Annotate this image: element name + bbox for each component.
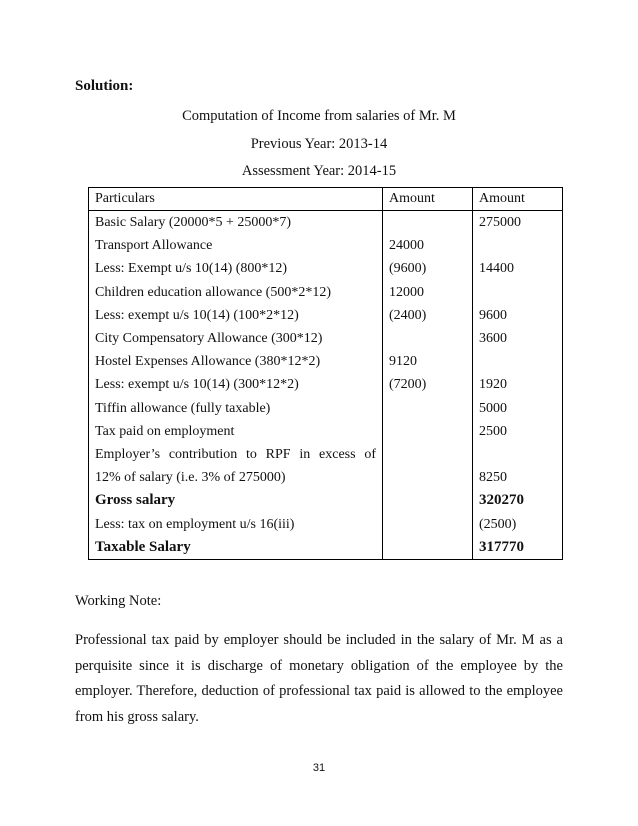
row-amount-1 (382, 211, 472, 235)
table-row (89, 397, 563, 420)
taxable-salary-label: Taxable Salary (89, 536, 383, 560)
table-row (89, 373, 563, 396)
salary-computation-table (88, 187, 563, 560)
working-note-paragraph: Professional tax paid by employer should be included in the salary of Mr. M as a perquisite since it is discharge of monetary obligation of the employee by the employer. Therefore, deduction of professional tax paid is allowed to the employee from his gross salary. (75, 632, 563, 725)
row-amount-1 (382, 443, 472, 466)
row-amount-1: 24000 (382, 234, 472, 257)
row-particular: Hostel Expenses Allowance (380*12*2) (89, 350, 383, 373)
row-amount-1: 9120 (382, 350, 472, 373)
table-row (89, 304, 563, 327)
row-amount-1: (7200) (382, 373, 472, 396)
row-particular: Transport Allowance (89, 234, 383, 257)
taxable-salary-row (89, 536, 563, 560)
row-particular: City Compensatory Allowance (300*12) (89, 327, 383, 350)
row-amount-2 (472, 281, 562, 304)
row-particular: Less: exempt u/s 10(14) (300*12*2) (89, 373, 383, 396)
row-amount-2 (472, 350, 562, 373)
row-amount-2: 275000 (472, 211, 562, 235)
row-amount-1 (382, 327, 472, 350)
table-row (89, 466, 563, 489)
row-amount-2: 3600 (472, 327, 562, 350)
row-particular: Basic Salary (20000*5 + 25000*7) (89, 211, 383, 235)
page-number: 31 (312, 762, 326, 774)
table-row (89, 257, 563, 280)
row-amount-2: (2500) (472, 513, 562, 536)
row-amount-1: (9600) (382, 257, 472, 280)
row-amount-1 (382, 536, 472, 560)
table-row (89, 513, 563, 536)
row-amount-1: (2400) (382, 304, 472, 327)
gross-salary-label: Gross salary (89, 489, 383, 512)
row-amount-2: 8250 (472, 466, 562, 489)
row-particular: Less: Exempt u/s 10(14) (800*12) (89, 257, 383, 280)
row-particular: Less: exempt u/s 10(14) (100*2*12) (89, 304, 383, 327)
gross-salary-value: 320270 (472, 489, 562, 512)
header-amount-1: Amount (382, 188, 472, 211)
row-amount-2: 2500 (472, 420, 562, 443)
row-amount-2: 5000 (472, 397, 562, 420)
row-amount-2: 9600 (472, 304, 562, 327)
header-amount-2: Amount (472, 188, 562, 211)
table-row (89, 327, 563, 350)
row-particular: Tax paid on employment (89, 420, 383, 443)
table-row (89, 420, 563, 443)
solution-label: Solution: (75, 78, 134, 94)
row-amount-2 (472, 443, 562, 466)
row-amount-2: 1920 (472, 373, 562, 396)
assessment-year: Assessment Year: 2014-15 (241, 163, 397, 179)
row-amount-2 (472, 234, 562, 257)
table-row (89, 211, 563, 235)
taxable-salary-value: 317770 (472, 536, 562, 560)
table-row (89, 443, 563, 466)
row-amount-1 (382, 420, 472, 443)
document-title: Computation of Income from salaries of Mr. M (182, 108, 456, 124)
gross-salary-row (89, 489, 563, 512)
row-particular: Less: tax on employment u/s 16(iii) (89, 513, 383, 536)
table-row (89, 234, 563, 257)
row-amount-2: 14400 (472, 257, 562, 280)
row-particular: 12% of salary (i.e. 3% of 275000) (89, 466, 383, 489)
row-amount-1 (382, 466, 472, 489)
row-particular: Children education allowance (500*2*12) (89, 281, 383, 304)
row-particular: Tiffin allowance (fully taxable) (89, 397, 383, 420)
row-amount-1: 12000 (382, 281, 472, 304)
working-note-label: Working Note: (75, 593, 162, 609)
row-amount-1 (382, 489, 472, 512)
table-row (89, 350, 563, 373)
row-amount-1 (382, 513, 472, 536)
previous-year: Previous Year: 2013-14 (250, 136, 388, 152)
row-particular-justified: Employer’s contribution to RPF in excess of (89, 443, 383, 466)
table-row (89, 281, 563, 304)
header-particulars: Particulars (89, 188, 383, 211)
row-amount-1 (382, 397, 472, 420)
table-header-row (89, 188, 563, 211)
